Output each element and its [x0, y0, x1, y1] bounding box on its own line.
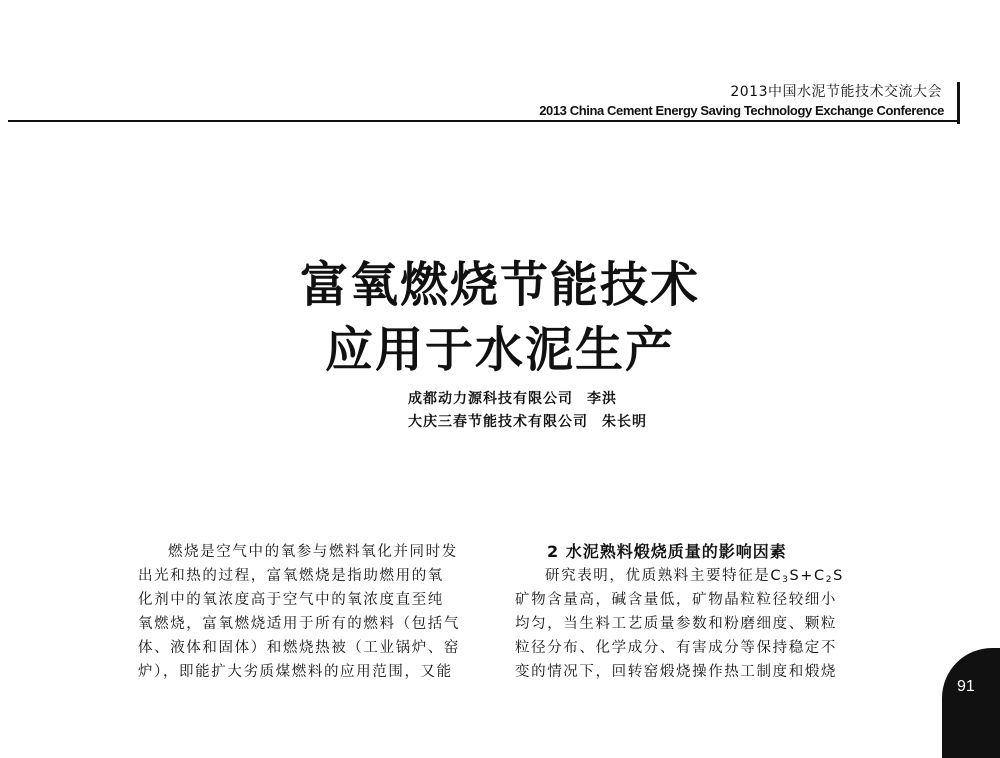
body-line-formula: [515, 564, 915, 588]
body-line: 变的情况下，回转窑煅烧操作热工制度和煅烧: [515, 664, 837, 680]
body-line: 化剂中的氧浓度高于空气中的氧浓度直至纯: [138, 592, 444, 608]
author-2-name: 朱长明: [602, 414, 647, 430]
header-vertical-bar: [957, 82, 960, 124]
conference-header-cn: 2013中国水泥节能技术交流大会: [730, 84, 942, 100]
body-line: 矿物含量高，碱含量低，矿物晶粒粒径较细小: [515, 592, 837, 608]
page-number-tab: [942, 648, 1000, 758]
body-line: 燃烧是空气中的氧参与燃料氧化并同时发: [168, 544, 458, 560]
body-line: 粒径分布、化学成分、有害成分等保持稳定不: [515, 640, 837, 656]
right-column: [515, 540, 915, 684]
title-line-2: 应用于水泥生产: [324, 322, 675, 378]
body-line: 体、液体和固体）和燃烧热被（工业锅炉、窑: [138, 640, 460, 656]
body-line: 均匀，当生料工艺质量参数和粉磨细度、颗粒: [515, 616, 837, 632]
author-2-org: 大庆三春节能技术有限公司: [408, 414, 588, 430]
body-line: 出光和热的过程，富氧燃烧是指助燃用的氧: [138, 568, 444, 584]
author-1-org: 成都动力源科技有限公司: [408, 391, 573, 407]
body-line: 炉），即能扩大劣质煤燃料的应用范围，又能: [138, 664, 453, 680]
formula-suffix: S: [833, 568, 844, 584]
formula-sub-2: 2: [825, 575, 834, 585]
formula-sub-1: 3: [782, 575, 790, 585]
left-column: [138, 540, 538, 684]
body-line: 氧燃烧，富氧燃烧适用于所有的燃料（包括气: [138, 616, 460, 632]
page-number: 91: [957, 678, 975, 695]
title-line-1: 富氧燃烧节能技术: [299, 257, 700, 313]
header-rule: [8, 120, 960, 122]
formula-prefix: 研究表明，优质熟料主要特征是C: [545, 568, 783, 584]
author-2: [408, 411, 647, 431]
formula-mid: S+C: [789, 568, 826, 584]
section-heading: 2 水泥熟料煅烧质量的影响因素: [547, 542, 787, 561]
author-1-name: 李洪: [587, 391, 617, 407]
author-1: [408, 388, 617, 408]
conference-header-en: 2013 China Cement Energy Saving Technology Exchange Conference: [539, 103, 944, 118]
